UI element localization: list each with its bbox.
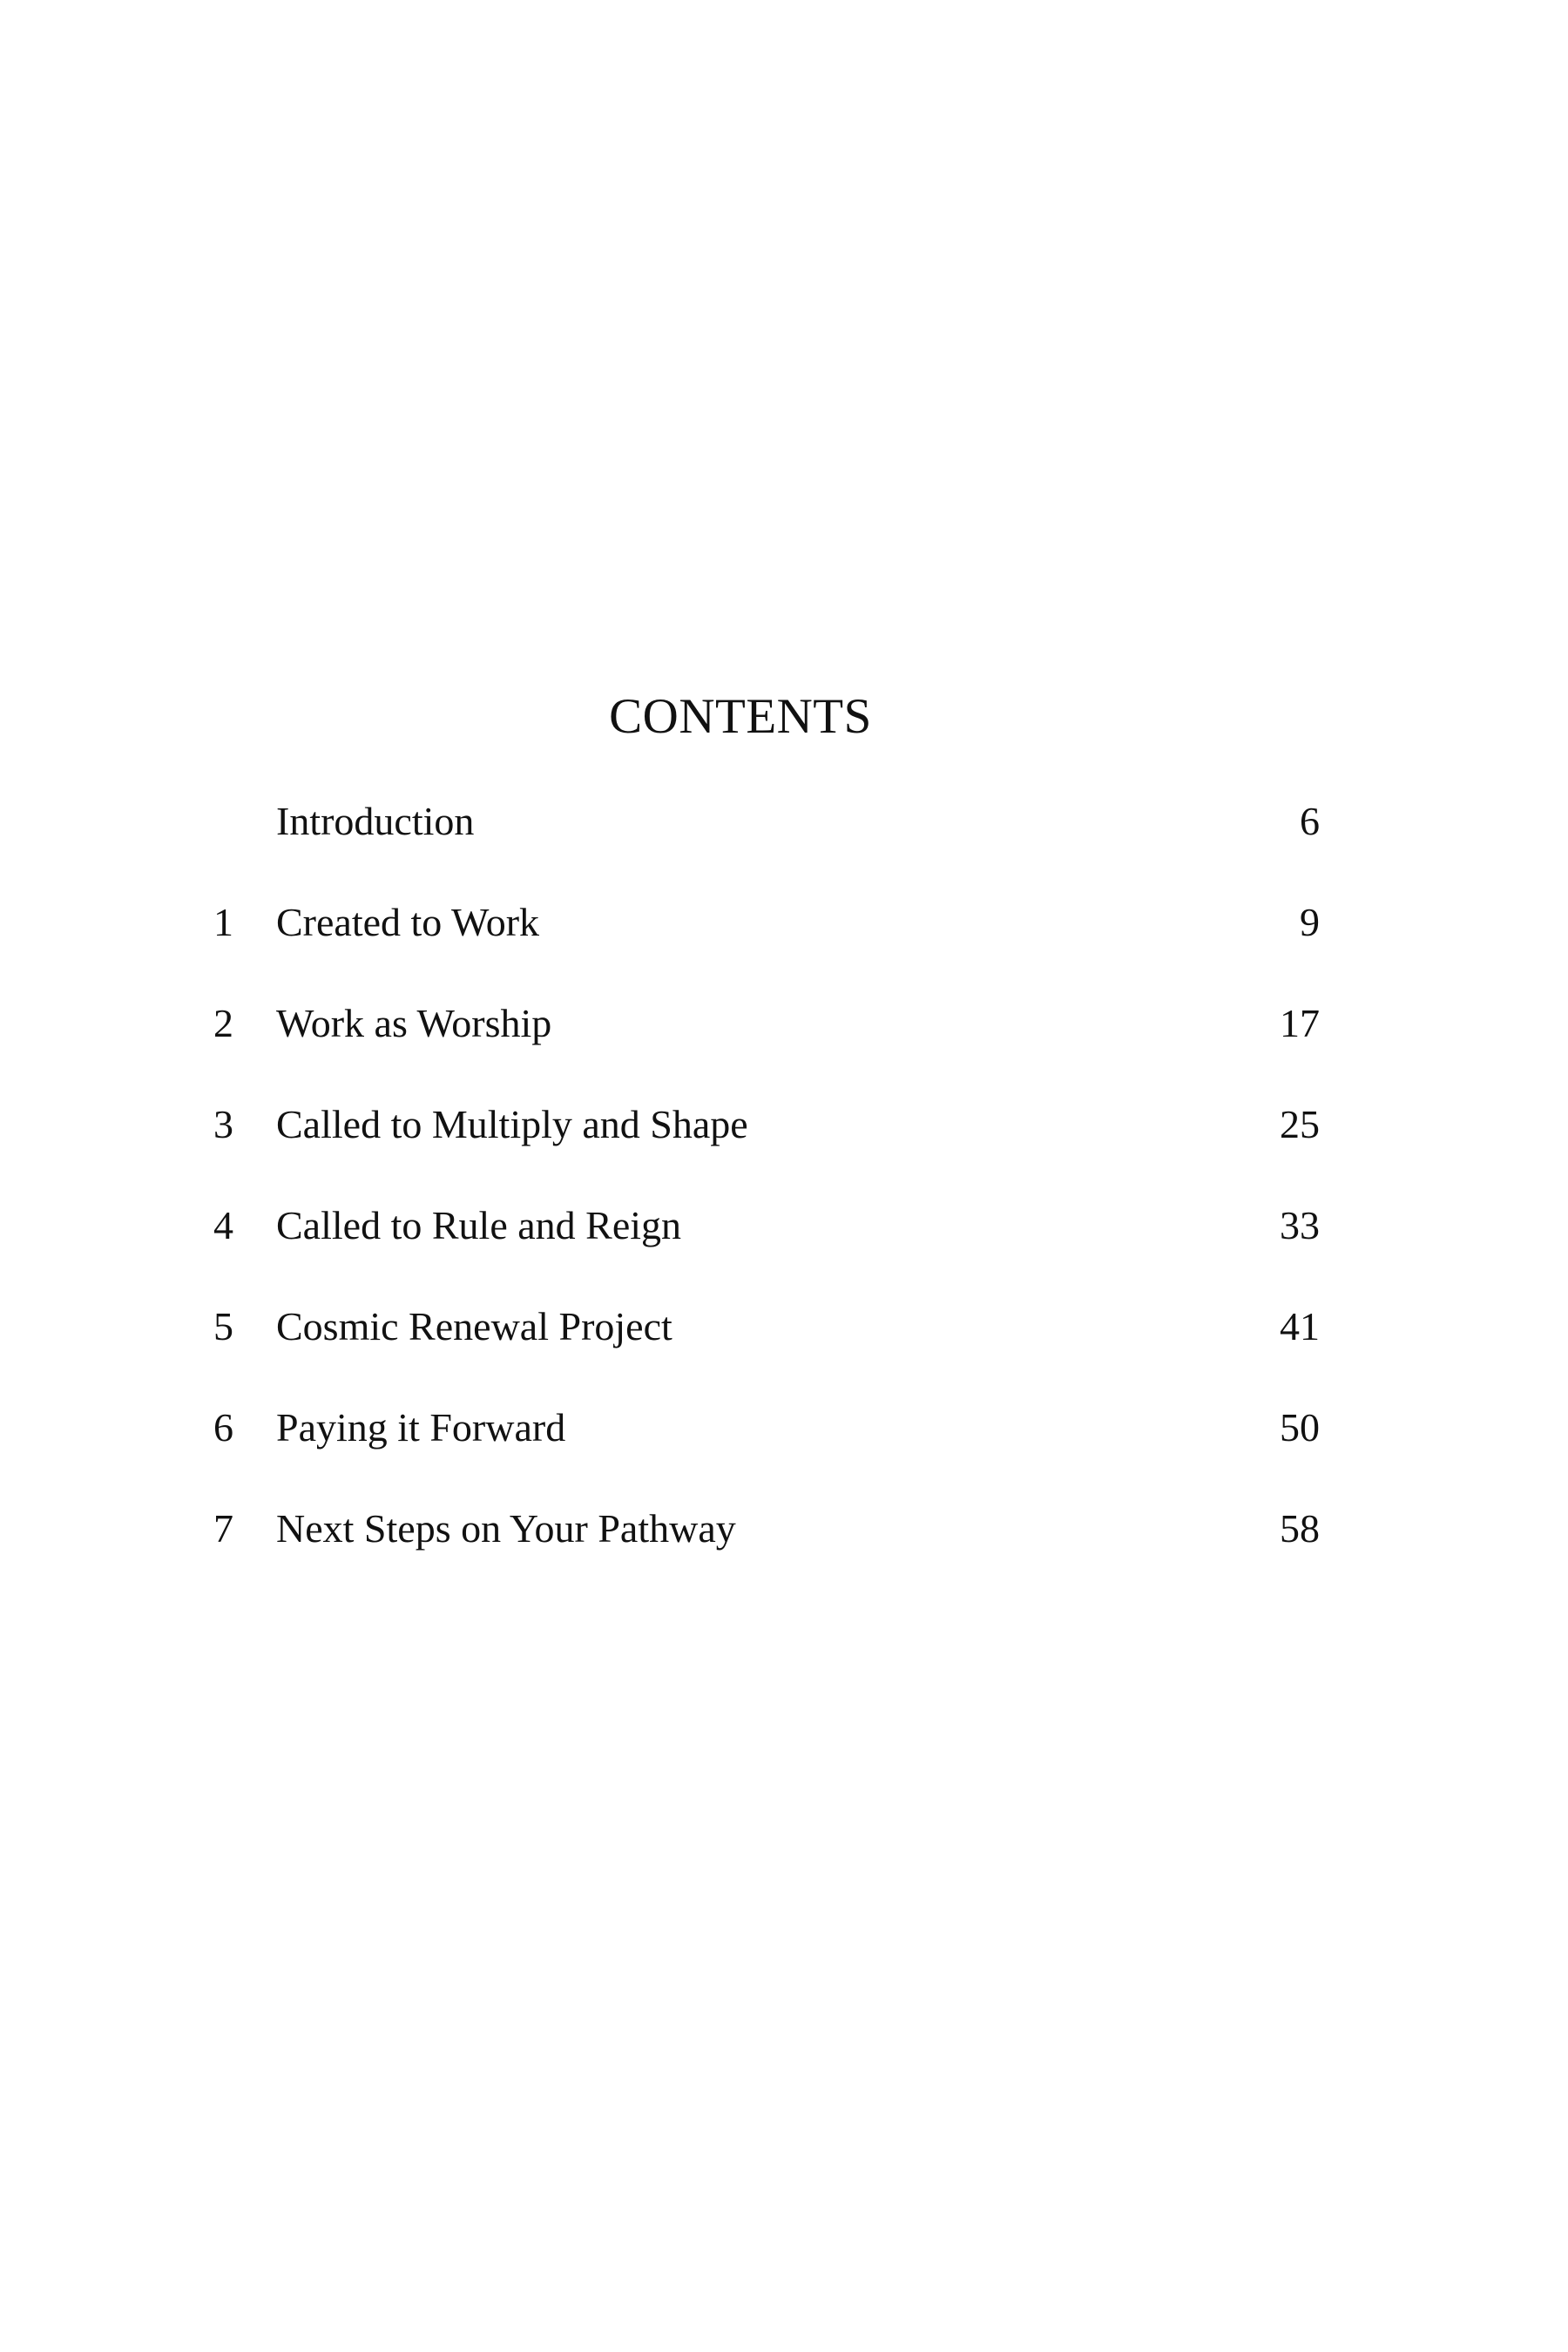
contents-heading: CONTENTS	[609, 689, 872, 744]
chapter-number: 1	[213, 900, 233, 944]
page-number: 6	[1300, 799, 1320, 843]
chapter-number: 7	[213, 1506, 233, 1551]
chapter-number: 5	[213, 1304, 233, 1348]
page-number: 41	[1280, 1304, 1320, 1348]
toc-entry-chapter-2	[213, 993, 1320, 1094]
toc-entry-chapter-3	[213, 1094, 1320, 1195]
chapter-title: Called to Multiply and Shape	[276, 1102, 748, 1146]
chapter-number: 6	[213, 1405, 233, 1450]
chapter-title: Cosmic Renewal Project	[276, 1304, 672, 1348]
toc-entry-introduction	[213, 791, 1320, 892]
chapter-title: Work as Worship	[276, 1001, 552, 1045]
chapter-title: Introduction	[276, 799, 475, 843]
chapter-title: Paying it Forward	[276, 1405, 566, 1450]
chapter-number: 3	[213, 1102, 233, 1146]
chapter-number: 2	[213, 1001, 233, 1045]
toc-entry-chapter-4	[213, 1195, 1320, 1296]
toc-entry-chapter-7	[213, 1498, 1320, 1599]
page-number: 50	[1280, 1405, 1320, 1450]
toc-entry-chapter-6	[213, 1397, 1320, 1498]
chapter-number: 4	[213, 1203, 233, 1247]
toc-entry-chapter-5	[213, 1296, 1320, 1397]
chapter-title: Next Steps on Your Pathway	[276, 1506, 736, 1551]
chapter-title: Called to Rule and Reign	[276, 1203, 682, 1247]
page-number: 33	[1280, 1203, 1320, 1247]
chapter-title: Created to Work	[276, 900, 540, 944]
contents-list	[213, 791, 1320, 1599]
page-number: 17	[1280, 1001, 1320, 1045]
page-number: 25	[1280, 1102, 1320, 1146]
page-number: 9	[1300, 900, 1320, 944]
page-number: 58	[1280, 1506, 1320, 1551]
toc-entry-chapter-1	[213, 892, 1320, 993]
